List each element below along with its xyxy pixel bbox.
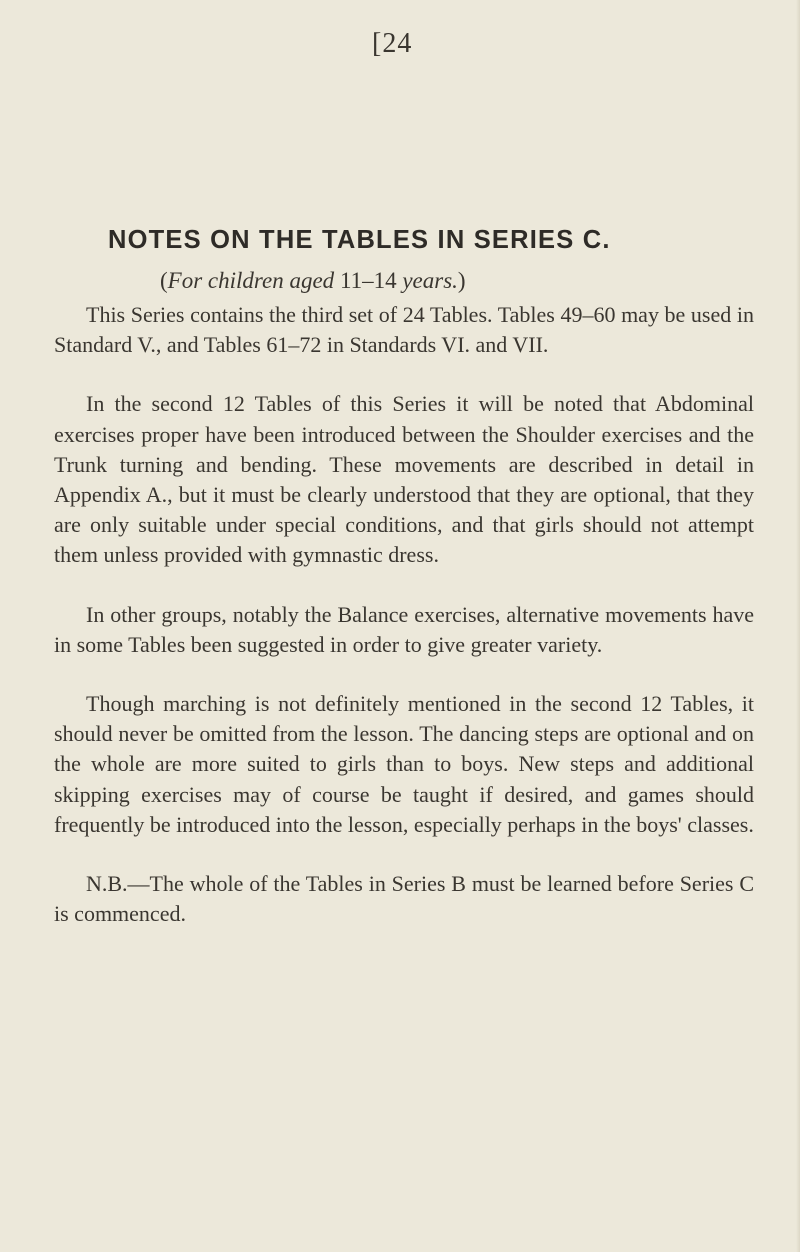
body-text xyxy=(54,300,754,929)
subtitle-open-paren: ( xyxy=(160,268,168,293)
page-number: [24 xyxy=(372,28,413,59)
page-edge-shadow xyxy=(796,0,800,1252)
paragraph-series-contents: This Series contains the third set of 24 Tables. Tables 49–60 may be used in Standard V., and Tables 61–72 in Standards VI. and VII. xyxy=(54,302,754,358)
page-subtitle xyxy=(160,268,466,294)
paragraph-nota-bene: N.B.—The whole of the Tables in Series B must be learned before Series C is commenced. xyxy=(54,871,754,927)
subtitle-ages: 11–14 xyxy=(339,268,403,293)
subtitle-for-children: For children aged xyxy=(167,268,340,293)
paragraph-abdominal-exercises: In the second 12 Tables of this Series it will be noted that Abdominal exercises proper have been introduced between the Shoulder exercises and the Trunk turning and bending. These movements are described in detail in Appendix A., but it must be clearly understood that they are optional, that they are only suitable under special conditions, and that girls should not attempt them unless provided with gymnastic dress. xyxy=(54,391,754,568)
subtitle-years: years. xyxy=(402,268,458,293)
paragraph-marching: Though marching is not definitely mentioned in the second 12 Tables, it should never be omitted from the lesson. The dancing steps are optional and on the whole are more suited to girls than to boys. New steps and additional skipping exercises may of course be taught if desired, and games should frequently be introduced into the lesson, especially perhaps in the boys' classes. xyxy=(54,691,754,837)
subtitle-close-paren: ) xyxy=(457,268,466,293)
page-heading: NOTES ON THE TABLES IN SERIES C. xyxy=(108,226,611,254)
paragraph-balance-exercises: In other groups, notably the Balance exercises, alternative movements have in some Tables been suggested in order to give greater variety. xyxy=(54,601,754,657)
